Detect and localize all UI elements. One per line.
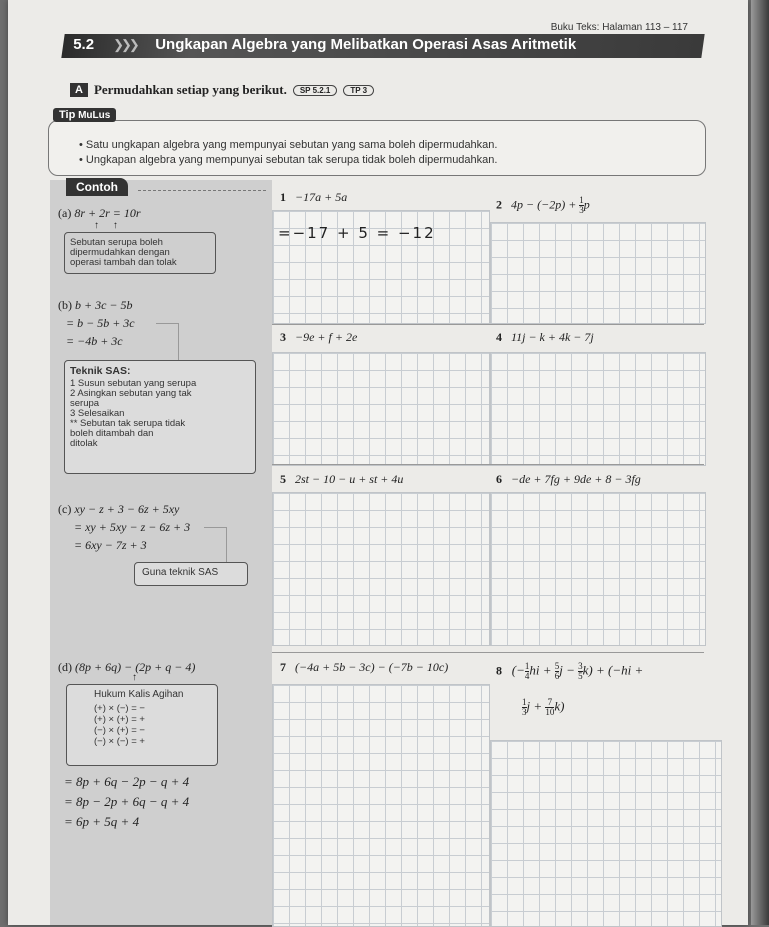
distribution-title: Hukum Kalis Agihan — [94, 689, 184, 700]
question-8-line2 — [522, 698, 565, 717]
question-expr: 2st − 10 − u + st + 4u — [295, 472, 404, 486]
question-4 — [496, 330, 594, 345]
fraction-num: 3 — [578, 661, 583, 671]
example-d-expr: (8p + 6q) − (2p + q − 4) — [75, 660, 196, 674]
arrow-up-icon: ↑ — [132, 672, 137, 683]
divider — [138, 190, 266, 191]
rule-line: (+) × (+) = + — [94, 714, 145, 725]
example-d-step1: = 8p + 6q − 2p − q + 4 — [64, 774, 190, 789]
note-line: operasi tambah dan tolak — [70, 257, 177, 268]
question-number: 2 — [496, 197, 502, 212]
example-a — [58, 206, 141, 221]
note-line: dipermudahkan dengan — [70, 247, 170, 258]
sas-line: 1 Susun sebutan yang serupa — [70, 378, 197, 389]
question-3 — [280, 330, 357, 345]
answer-grid-8[interactable] — [490, 740, 722, 927]
page-edge-shadow — [751, 0, 769, 925]
distribution-rules — [94, 703, 145, 747]
part-a-text: Permudahkan setiap yang berikut. — [93, 82, 287, 97]
fraction-num: 1 — [579, 195, 584, 205]
sas-line: 2 Asingkan sebutan yang tak — [70, 388, 192, 399]
q8-part: j + — [526, 698, 546, 714]
tip-line-2: • Ungkapan algebra yang mempunyai sebutan tak serupa tidak boleh dipermudahkan. — [79, 154, 498, 166]
pointer-line — [204, 527, 226, 528]
question-number: 5 — [280, 472, 286, 486]
book-reference: Buku Teks: Halaman 113 – 117 — [550, 22, 688, 33]
tip-label — [53, 108, 116, 122]
answer-grid-7[interactable] — [272, 684, 490, 927]
worksheet-page — [8, 0, 748, 925]
example-c — [58, 502, 179, 517]
example-b — [58, 298, 133, 313]
example-b-step2: = −4b + 3c — [66, 334, 123, 348]
question-2 — [496, 196, 590, 215]
example-tab: Contoh — [66, 178, 128, 196]
q8-part: j − — [559, 662, 579, 678]
handwritten-answer-1: =−17 + 5 = −12 — [278, 224, 436, 242]
pointer-line — [226, 527, 227, 563]
part-a-instruction — [70, 82, 374, 98]
sp-tag: SP 5.2.1 — [293, 85, 338, 96]
section-arrows-icon: ❯❯❯ — [113, 37, 137, 52]
sas-title: Teknik SAS: — [70, 365, 131, 377]
question-expr: 11j − k + 4k − 7j — [511, 330, 594, 344]
answer-grid-6[interactable] — [490, 492, 706, 646]
fraction-den: 5 — [578, 671, 583, 681]
example-b-label: (b) — [58, 298, 72, 312]
pointer-line — [156, 323, 178, 324]
fraction-num: 7 — [545, 698, 554, 708]
q8-part: k) + (−hi + — [582, 662, 644, 678]
sas-line: boleh ditambah dan — [70, 428, 154, 439]
question-number: 8 — [496, 663, 502, 678]
sas-note: Guna teknik SAS — [142, 567, 219, 578]
row-divider — [272, 652, 704, 653]
question-number: 6 — [496, 472, 502, 486]
section-title-bar — [61, 34, 704, 58]
question-expr: −17a + 5a — [295, 190, 348, 204]
sas-line: serupa — [70, 398, 100, 409]
answer-grid-5[interactable] — [272, 492, 490, 646]
fraction-den: 4 — [524, 671, 530, 681]
fraction-num: 1 — [522, 697, 527, 707]
tip-label-name: MuLus — [78, 110, 111, 121]
section-title: Ungkapan Algebra yang Melibatkan Operasi Asas Aritmetik — [155, 36, 577, 53]
question-1 — [280, 190, 347, 205]
example-b-step1: = b − 5b + 3c — [66, 316, 135, 330]
q8-part: (− — [511, 662, 525, 678]
question-expr-tail: p — [583, 197, 590, 212]
question-expr: (−4a + 5b − 3c) − (−7b − 10c) — [295, 660, 449, 674]
example-d-label: (d) — [58, 660, 72, 674]
fraction-den: 3 — [579, 205, 584, 215]
example-a-label: (a) — [58, 206, 72, 220]
row-divider — [272, 324, 704, 325]
fraction-den: 3 — [522, 707, 527, 717]
tip-label-tip: Tip — [59, 109, 76, 121]
example-c-expr: xy − z + 3 − 6z + 5xy — [74, 502, 180, 516]
note-box — [64, 232, 216, 274]
q8-part: k) — [554, 698, 565, 714]
sas-line: ** Sebutan tak serupa tidak — [70, 418, 186, 429]
example-c-label: (c) — [58, 502, 72, 516]
example-b-expr: b + 3c − 5b — [75, 298, 133, 312]
q8-part: hi + — [529, 662, 555, 678]
example-c-step1: = xy + 5xy − z − 6z + 3 — [74, 520, 191, 534]
tp-tag: TP 3 — [343, 85, 374, 96]
example-d-step2: = 8p − 2p + 6q − q + 4 — [64, 794, 190, 809]
fraction-num: 1 — [524, 661, 530, 671]
question-7 — [280, 660, 448, 675]
tip-box — [48, 120, 706, 176]
example-d — [58, 660, 195, 675]
question-number: 3 — [280, 330, 286, 344]
example-d-step3: = 6p + 5q + 4 — [64, 814, 140, 829]
sas-line: 3 Selesaikan — [70, 408, 125, 419]
rule-line: (+) × (−) = − — [94, 703, 145, 714]
tip-line-1: • Satu ungkapan algebra yang mempunyai sebutan yang sama boleh dipermudahkan. — [79, 139, 498, 151]
question-number: 1 — [280, 190, 286, 204]
question-5 — [280, 472, 403, 487]
question-expr: 4p − (−2p) + — [511, 197, 580, 212]
arrow-up-icon: ↑ ↑ — [94, 220, 118, 231]
fraction-den: 6 — [554, 671, 560, 681]
note-line: Sebutan serupa boleh — [70, 237, 163, 248]
example-a-expr: 8r + 2r = 10r — [74, 206, 141, 220]
answer-grid-2[interactable] — [490, 222, 706, 324]
question-6 — [496, 472, 641, 487]
question-expr: −de + 7fg + 9de + 8 − 3fg — [511, 472, 641, 486]
part-a-badge: A — [70, 83, 88, 97]
question-expr: −9e + f + 2e — [295, 330, 358, 344]
row-divider — [272, 464, 704, 465]
fraction-num: 5 — [554, 661, 560, 671]
question-number: 4 — [496, 330, 502, 344]
question-number: 7 — [280, 660, 286, 674]
example-c-step2: = 6xy − 7z + 3 — [74, 538, 147, 552]
fraction-den: 10 — [545, 707, 555, 717]
question-8 — [496, 662, 643, 681]
answer-grid-4[interactable] — [490, 352, 706, 466]
rule-line: (−) × (+) = − — [94, 725, 145, 736]
answer-grid-3[interactable] — [272, 352, 490, 466]
section-number: 5.2 — [73, 36, 95, 53]
rule-line: (−) × (−) = + — [94, 736, 145, 747]
sas-list — [70, 379, 196, 449]
sas-line: ditolak — [70, 438, 98, 449]
